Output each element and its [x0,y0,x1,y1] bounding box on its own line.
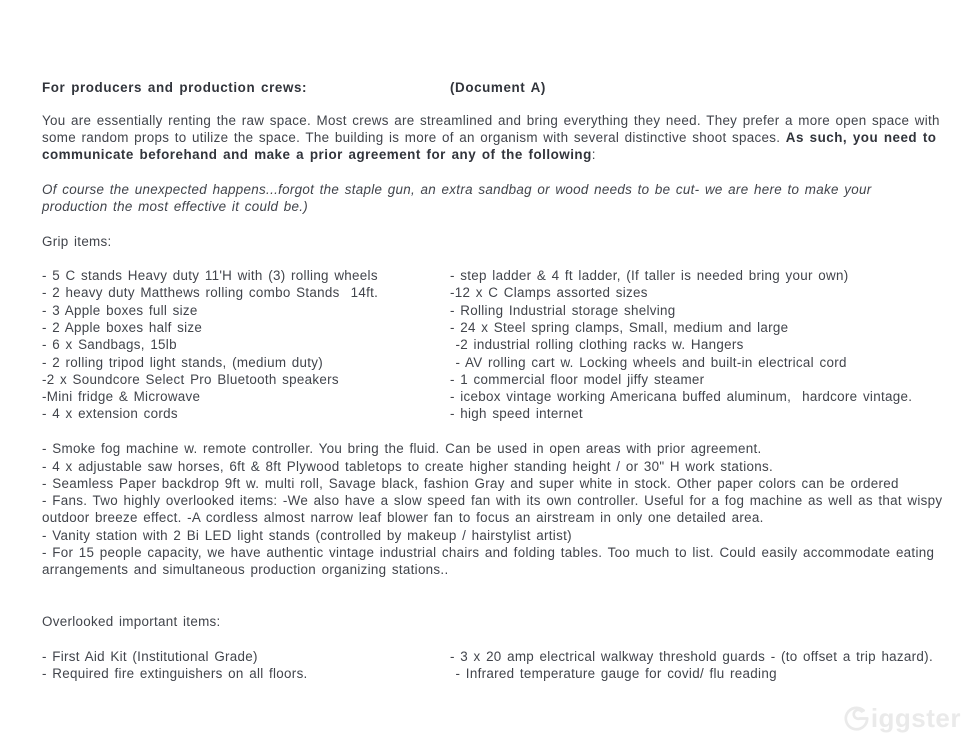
list-item: - 6 x Sandbags, 15lb [42,337,177,353]
document-title: For producers and production crews: [42,80,308,95]
list-item: - high speed internet [450,406,583,422]
intro-text: You are essentially renting the raw space. Most crews are streamlined and bring everything they need. They prefer a more open space with some random props to utilize the space. The building is more of an organism with several distinctive shoot spaces. [42,112,940,146]
list-item: - 2 rolling tripod light stands, (medium duty) [42,354,324,370]
intro-paragraph [42,112,948,164]
overlooked-section-title: Overlooked important items: [42,614,221,630]
list-item: - 2 heavy duty Matthews rolling combo Stands 14ft. [42,285,379,301]
grip-items-left-column [42,267,450,423]
list-item: -2 industrial rolling clothing racks w. Hangers [450,337,744,353]
list-item: - 4 x extension cords [42,406,178,422]
list-item: - 1 commercial floor model jiffy steamer [450,371,705,387]
grip-items-right-column [450,267,948,423]
intro-bold-text: As such, you need to communicate beforehand and make a prior agreement for any of the following [42,130,937,163]
list-item: - Seamless Paper backdrop 9ft w. multi roll, Savage black, fashion Gray and super white in stock. Other paper colors can be ordered [42,475,899,491]
italic-note: Of course the unexpected happens...forgot the staple gun, an extra sandbag or wood needs to be cut- we are here to make your production the most effective it could be.) [42,182,872,215]
document-page [42,79,948,683]
list-item: - 4 x adjustable saw horses, 6ft & 8ft Plywood tabletops to create higher standing height / or 30" H work stations. [42,458,773,474]
overlooked-items-left-column [42,648,450,683]
list-item: - Required fire extinguishers on all floors. [42,666,308,682]
overlooked-items-right-column [450,648,948,683]
grip-items-list [42,267,948,423]
list-item: -Mini fridge & Microwave [42,389,201,405]
list-item: - 5 C stands Heavy duty 11'H with (3) rolling wheels [42,268,378,284]
list-item: - Smoke fog machine w. remote controller. You bring the fluid. Can be used in open areas with prior agreement. [42,441,762,457]
grip-section-title: Grip items: [42,234,112,250]
overlooked-items-list [42,648,948,683]
list-item: - For 15 people capacity, we have authentic vintage industrial chairs and folding tables. Too much to list. Could easily accommodate eating arrangements and simultaneous production organizing stations.. [42,545,935,578]
document-header [42,79,948,96]
list-item: - Fans. Two highly overlooked items: -We also have a slow speed fan with its own controller. Useful for a fog machine as well as that wispy outdoor breeze effect. -A cordless almost narrow leaf blower fan to focus an airstream in only one detailed area. [42,493,943,526]
intro-suffix: : [591,147,596,163]
list-item: - AV rolling cart w. Locking wheels and built-in electrical cord [450,354,847,370]
list-item: - 3 x 20 amp electrical walkway threshold guards - (to offset a trip hazard). [450,648,933,664]
list-item: - 2 Apple boxes half size [42,319,203,335]
giggster-watermark [843,703,961,734]
additional-items-list [42,440,948,578]
list-item: - icebox vintage working Americana buffed aluminum, hardcore vintage. [450,389,913,405]
list-item: - Infrared temperature gauge for covid/ flu reading [450,666,777,682]
list-item: - 24 x Steel spring clamps, Small, medium and large [450,319,789,335]
giggster-wordmark: iggster [870,703,961,733]
giggster-logo-icon [843,705,870,732]
document-label: (Document A) [450,80,546,95]
list-item: - 3 Apple boxes full size [42,302,198,318]
list-item: - Vanity station with 2 Bi LED light stands (controlled by makeup / hairstylist artist) [42,527,572,543]
list-item: - step ladder & 4 ft ladder, (If taller is needed bring your own) [450,268,849,284]
list-item: -2 x Soundcore Select Pro Bluetooth speakers [42,371,339,387]
list-item: - Rolling Industrial storage shelving [450,302,676,318]
list-item: -12 x C Clamps assorted sizes [450,285,648,301]
list-item: - First Aid Kit (Institutional Grade) [42,648,258,664]
